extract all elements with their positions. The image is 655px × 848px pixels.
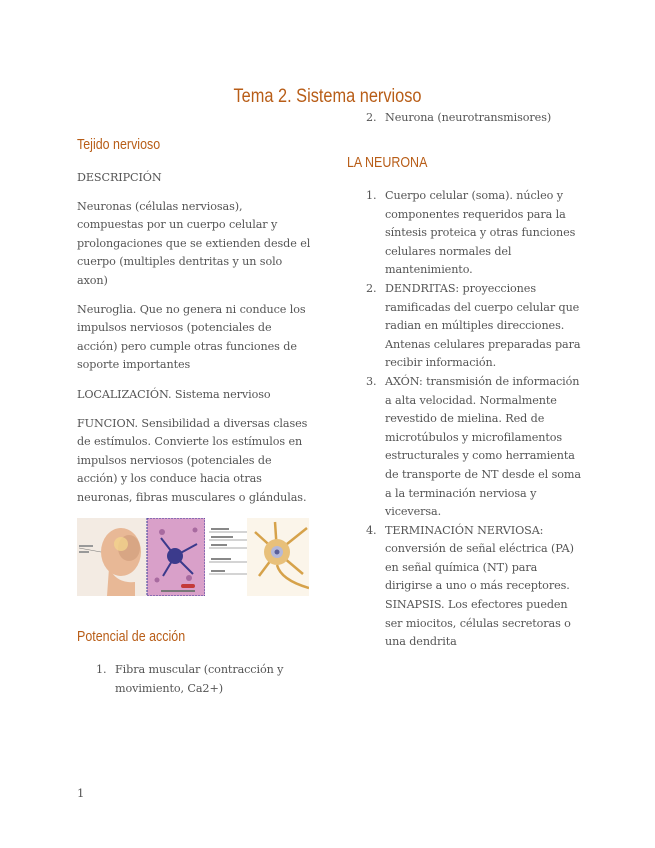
list-item-number: 1. [96, 663, 107, 676]
list-item [347, 373, 587, 522]
list-item-number: 2. [366, 111, 377, 124]
list-item-text: Fibra muscular (contracción y movimiento, Ca2+) [115, 663, 284, 695]
list-item-text: TERMINACIÓN NERVIOSA: conversión de señal eléctrica (PA) en señal química (NT) para dirigirse a uno o más receptores. SINAPSIS. Los efectores pueden ser miocitos, células secretoras o una dendrita [385, 523, 574, 649]
list-item-number: 3. [366, 374, 377, 388]
heading-tejido-nervioso: Tejido nervioso [77, 137, 161, 153]
list-item-number: 4. [366, 523, 377, 537]
neuron-illustration [77, 518, 309, 596]
potencial-list-continued [347, 109, 587, 128]
page-title: Tema 2. Sistema nervioso [233, 86, 422, 107]
neurona-list [347, 187, 587, 652]
heading-la-neurona: LA NEURONA [347, 155, 428, 171]
neuron-figure [77, 518, 309, 596]
page-number: 1 [77, 786, 85, 800]
list-item-text: DENDRITAS: proyecciones ramificadas del cuerpo celular que radian en múltiples direcciones. Antenas celulares preparadas para recibir información. [385, 281, 581, 370]
paragraph-funcion: FUNCION. Sensibilidad a diversas clases de estímulos. Convierte los estímulos en impulsos nerviosos (potenciales de acción) y los conduce hacia otras neuronas, fibras musculares o glándulas. [77, 417, 308, 504]
list-item [77, 661, 312, 698]
list-item [347, 187, 587, 280]
list-item-text: AXÓN: transmisión de información a alta velocidad. Normalmente revestido de mielina. Red de microtúbulos y microfilamentos estructurales y como herramienta de transporte de NT desde el soma a la terminación nerviosa y viceversa. [385, 374, 581, 519]
list-item [347, 280, 587, 373]
potencial-list [77, 661, 312, 698]
paragraph-neuroglia: Neuroglia. Que no genera ni conduce los impulsos nerviosos (potenciales de acción) pero cumple otras funciones de soporte importantes [77, 303, 306, 372]
paragraph-neuronas: Neuronas (células nerviosas), compuestas por un cuerpo celular y prolongaciones que se extienden desde el cuerpo (multiples dentritas y un solo axon) [77, 200, 311, 287]
list-item [347, 522, 587, 652]
list-item-number: 1. [366, 189, 377, 202]
list-item [347, 109, 587, 128]
label-descripcion: DESCRIPCIÓN [77, 171, 162, 184]
list-item-number: 2. [366, 281, 377, 295]
paragraph-localizacion: LOCALIZACIÓN. Sistema nervioso [77, 388, 271, 401]
list-item-text: Neurona (neurotransmisores) [385, 111, 552, 124]
heading-potencial-accion: Potencial de acción [77, 629, 186, 645]
list-item-text: Cuerpo celular (soma). núcleo y componentes requeridos para la síntesis proteica y otras funciones celulares normales del mantenimiento. [385, 189, 576, 277]
